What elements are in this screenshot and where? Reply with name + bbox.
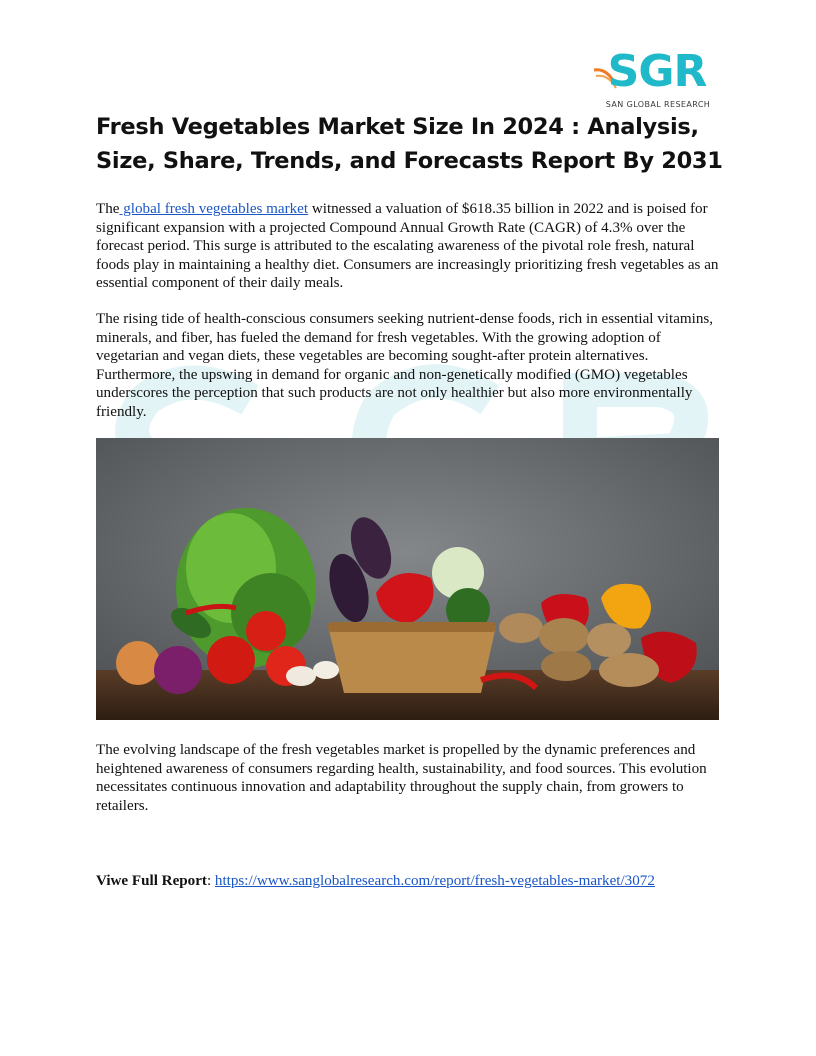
- market-link[interactable]: global fresh vegetables market: [119, 201, 309, 217]
- paragraph-intro-text: witnessed a valuation of $618.35 billion in 2022 and is poised for significant expansion with a projected Compound Annual Growth Rate (CAGR) of 4.3% over the forecast period. This surge is attributed to the escalating awareness of the pivotal role fresh, natural foods play in maintaining a healthy diet. Consumers are increasingly prioritizing fresh vegetables as an essential component of their daily meals.: [96, 201, 719, 291]
- full-report-line: [96, 872, 736, 890]
- report-label: Viwe Full Report: [96, 873, 207, 889]
- logo-subtitle: SAN GLOBAL RESEARCH: [605, 100, 711, 109]
- vegetables-illustration: [96, 438, 719, 720]
- paragraph-prefix: The: [96, 201, 120, 217]
- sgr-logo: [592, 46, 722, 112]
- report-url-link[interactable]: https://www.sanglobalresearch.com/report/fresh-vegetables-market/3072: [214, 873, 655, 889]
- vegetables-photo: [96, 438, 719, 720]
- report-separator: :: [206, 873, 215, 889]
- paragraph-intro: [96, 200, 722, 293]
- paragraph-demand: The rising tide of health-conscious consumers seeking nutrient-dense foods, rich in essential vitamins, minerals, and fiber, has fueled the demand for fresh vegetables. With the growing adoption of vegetarian and vegan diets, these vegetables are becoming sought-after protein alternatives. Furthermore, the upswing in demand for organic and non-genetically modified (GMO) vegetables underscores the perception that such products are not only healthier but also more environmentally friendly.: [96, 311, 714, 420]
- page-title: Fresh Vegetables Market Size In 2024 : Analysis, Size, Share, Trends, and Forecasts Report By 2031: [96, 114, 723, 174]
- logo-text: SGR: [607, 46, 707, 97]
- paragraph-landscape: The evolving landscape of the fresh vegetables market is propelled by the dynamic preferences and heightened awareness of consumers regarding health, sustainability, and food sources. This evolution necessitates continuous innovation and adaptability throughout the supply chain, from growers to retailers.: [96, 742, 707, 814]
